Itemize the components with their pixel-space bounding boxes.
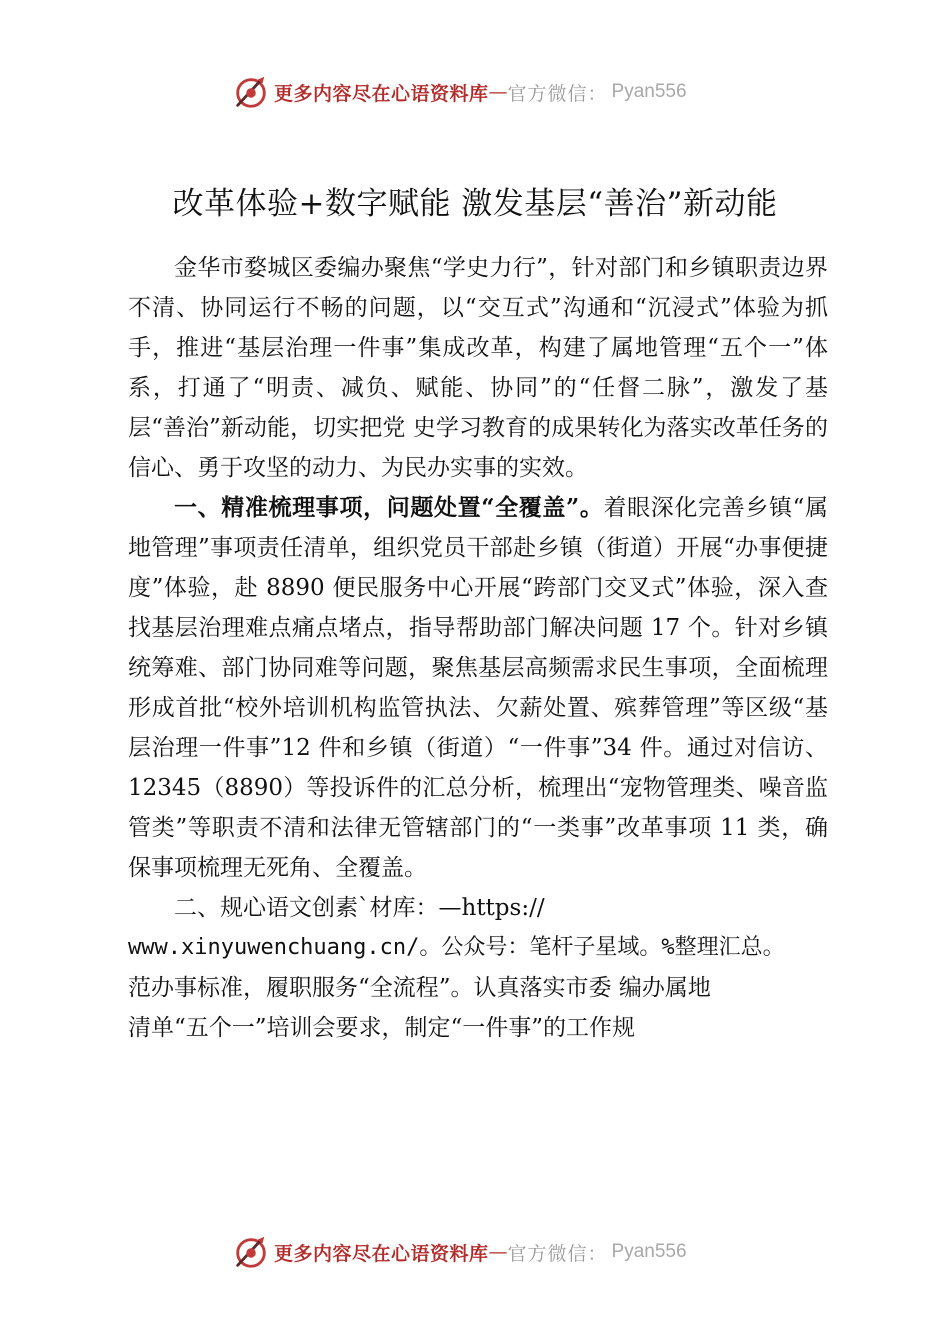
intro-paragraph: 金华市婺城区委编办聚焦“学史力行”，针对部门和乡镇职责边界不清、协同运行不畅的问题，以“交互式”沟通和“沉浸式”体验为抓手，推进“基层治理一件事”集成改革，构建了属地管理“五个一”体系，打通了“明责、减负、赋能、协同”的“任督二脉”，激发了基层“善治”新动能，切实把党 史学习教育的成果转化为落实改革任务的信心、勇于攻坚的动力、为民办实事的实效。 bbox=[128, 255, 828, 481]
banner-wechat-id: Pyan556 bbox=[611, 1241, 687, 1262]
footer-banner bbox=[232, 1232, 687, 1272]
banner-slogan: 更多内容尽在心语资料库 bbox=[274, 1242, 489, 1265]
section2-line-3: 范办事标准，履职服务“全流程”。认真落实市委 编办属地 bbox=[128, 975, 711, 1001]
banner-wechat-label: 官方微信： bbox=[507, 1242, 608, 1265]
banner-wechat-label: 官方微信： bbox=[507, 82, 608, 105]
banner-separator: — bbox=[488, 1241, 508, 1263]
banner-slogan: 更多内容尽在心语资料库 bbox=[274, 82, 489, 105]
banner-wechat-id: Pyan556 bbox=[611, 81, 687, 102]
banner-separator: — bbox=[488, 81, 508, 103]
document-title: 改革体验+数字赋能 激发基层“善治”新动能 bbox=[172, 186, 778, 222]
document-body bbox=[128, 248, 828, 1048]
section2-line-2: www.xinyuwenchuang.cn/。公众号：笔杆子星域。%整理汇总。 bbox=[128, 935, 785, 960]
section1-heading: 一、精准梳理事项，问题处置“全覆盖”。 bbox=[174, 494, 604, 521]
section1-paragraph bbox=[128, 488, 828, 888]
section2-line-4: 清单“五个一”培训会要求，制定“一件事”的工作规 bbox=[128, 1015, 636, 1041]
pen-logo-icon bbox=[232, 1233, 270, 1271]
section2-line-1: 二、规心语文创素`材库：—https:// bbox=[174, 895, 545, 921]
header-banner bbox=[232, 72, 687, 112]
section1-body: 着眼深化完善乡镇“属地管理”事项责任清单，组织党员干部赴乡镇（街道）开展“办事便捷度”体验，赴 8890 便民服务中心开展“跨部门交叉式”体验，深入查找基层治理难点痛点堵点，指导帮助部门解决问题 17 个。针对乡镇统筹难、部门协同难等问题，聚焦基层高频需求民生事项，全面梳理形成首批“校外培训机构监管执法、欠薪处置、殡葬管理”等区级“基层治理一件事”12 件和乡镇（街道）“一件事”34 件。通过对信访、12345（8890）等投诉件的汇总分析，梳理出“宠物管理类、噪音监管类”等职责不清和法律无管辖部门的“一类事”改革事项 11 类，确保事项梳理无死角、全覆盖。 bbox=[128, 495, 828, 881]
pen-logo-icon bbox=[232, 73, 270, 111]
section2-paragraph bbox=[128, 888, 828, 1048]
